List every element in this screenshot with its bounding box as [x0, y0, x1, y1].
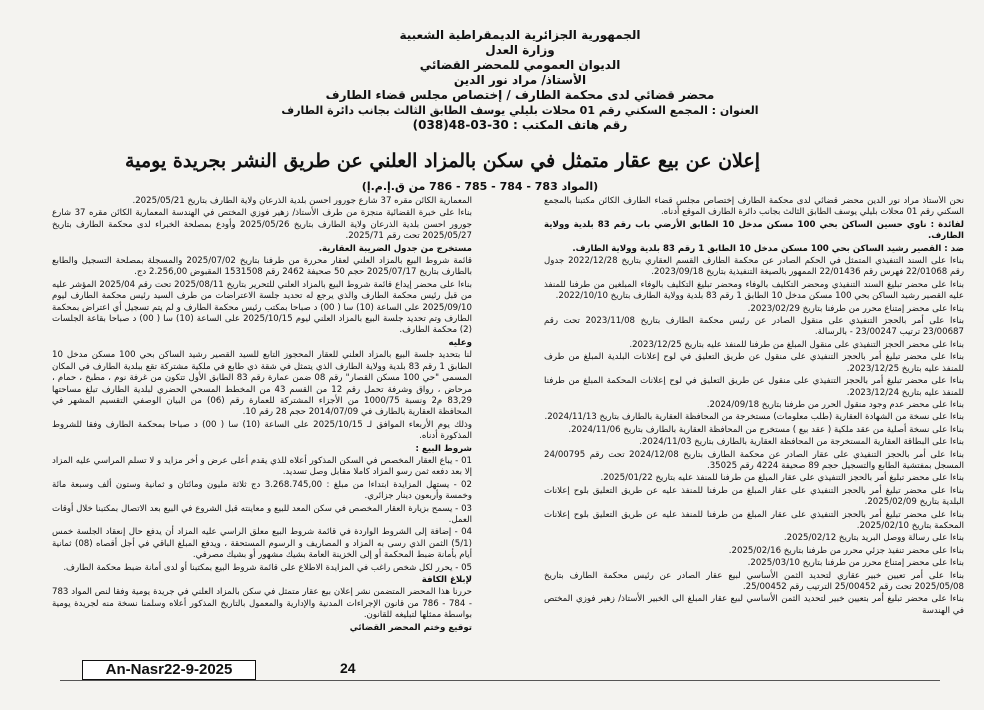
paragraph: حررنا هذا المحضر المتضمن نشر إعلان بيع عقار متمثل في سكن بالمزاد العلني في جريدة يومية وفقا لنص المواد 783 - 784 - 786 من قانون الإجراءات المدنية والإدارية والمعمول بالتاريخ المذكور أعلاه وسلمنا نسخة منه لجريدة يومية بواسطة ممثلها لتبليغه للقانون. — [52, 587, 472, 621]
right-column — [544, 196, 964, 676]
paragraph: بناءا على محضر الحجز التنفيذي على منقول المبلغ من طرفنا للمنفذ عليه بتاريخ 2023/12/25. — [629, 339, 964, 350]
notice-title: إعلان عن بيع عقار متمثل في سكن بالمزاد العلني عن طريق النشر بجريدة يومية — [125, 150, 760, 172]
paragraph: 03 - يسمح بزيارة العقار المخصص في سكن المعد للبيع و معاينته قبل الشروع في البيع بعد الاتصال بمكتبنا خلال أوقات العمل. — [52, 503, 472, 525]
paragraph: بناءا على نسخة أصلية من عقد ملكية ( عقد بيع ) مستخرج من المحافظة العقارية بالطارف بتاريخ 2024/11/06. — [568, 424, 964, 435]
paragraph: بناءا على محضر تبليغ أمر بالحجز التنفيذي على منقول عن طريق التعليق في لوح إعلانات البلدية المبلغ من طرف للمنفذ عليه بتاريخ 2023/12/25. — [544, 352, 964, 374]
paragraph: بناءا على محضر إمتناع محرر من طرفنا بتاريخ 2023/02/29. — [747, 303, 964, 314]
paragraph: شروط البيع : — [415, 443, 472, 454]
notice-subtitle: (المواد 783 - 784 - 785 - 786 من ق.إ.م.إ) — [361, 180, 599, 193]
header-line: الجمهورية الجزائرية الديمقراطية الشعبية — [399, 28, 641, 42]
paragraph: بناءا على محضر تبليغ أمر بالحجز التنفيذي على عقار المبلغ من طرفنا للمنفذ عليه بتاريخ 2025/01/22. — [600, 473, 964, 484]
paragraph: 04 - إضافة إلى الشروط الواردة في قائمة شروط البيع معلق الراسي عليه المزاد أن يدفع حال إنعقاد الجلسة خمس (5/1) الثمن الذي رسى به المزاد و المصاريف و الرسوم المستحقة ، ويدفع المبلغ الباقي في أجل أقصاه (08) ثمانية أيام بأمانة ضبط المحكمة أو إلى الخزينة العامة بشيك مشهور أو بشيك مصرفي. — [52, 527, 472, 561]
footer-rule — [60, 680, 940, 681]
page-number: 24 — [340, 660, 356, 676]
header-line: رقم هاتف المكتب : 30-03-48(038) — [412, 118, 628, 132]
paragraph: بناءا على محضر تبليغ أمر بالحجز التنفيذي على منقول عن طريق التعليق في لوح إعلانات المحكمة المبلغ من طرفنا للمنفذ عليه بتاريخ 2023/12/24. — [544, 376, 964, 398]
paragraph: نحن الأستاذ مراد نور الدين محضر قضائي لدى محكمة الطارف إختصاص مجلس قضاء الطارف الكائن مكتبنا بالمجمع السكني رقم 01 محلات بليلي يوسف الطابق الثالث بجانب دائرة الطارف الموقع أدناه. — [544, 196, 964, 218]
left-column — [52, 196, 472, 676]
paragraph: وعليه — [448, 337, 472, 348]
paragraph: لإبلاغ الكافة — [421, 575, 472, 585]
paragraph: بناءا على محضر تبليغ أمر بالحجز التنفيذي على عقار المبلغ من طرفنا للمنفذ عليه عن طريق التعليق بلوح إعلانات البلدية بتاريخ 2025/02/09. — [544, 485, 964, 508]
header-line: العنوان : المجمع السكني رقم 01 محلات بليلي يوسف الطابق الثالث بجانب دائرة الطارف — [281, 104, 759, 117]
paragraph: بناءا على محضر تبليغ أمر بتعيين خبير لتحديد الثمن الأساسي لبيع عقار المبلغ الى الخبير الأستاذ/ زهير فوزي المختص في الهندسة — [544, 594, 964, 616]
paragraph: بناءا على محضر عدم وجود منقول الحرر من طرفنا بتاريخ 2024/09/18. — [706, 399, 964, 410]
paragraph: مستخرج من جدول الضريبة العقارية. — [318, 243, 472, 254]
header-line: الأستاذ/ مراد نور الدين — [453, 73, 587, 87]
signature-line: توقيع وختم المحضر القضائي — [349, 622, 472, 633]
paragraph: بناءا على محضر تبليغ أمر بالحجز التنفيذي على عقار المبلغ من طرفنا للمنفذ عليه عن طريق التعليق بلوح إعلانات المحكمة بتاريخ 2025/02/10. — [544, 509, 964, 531]
paragraph: بناءا على البطاقة العقارية المستخرجة من المحافظة العقارية بالطارف بتاريخ 2024/11/03. — [639, 437, 964, 448]
paragraph: بناءا على رسالة ووصل البريد بتاريخ 2025/02/12. — [783, 533, 964, 544]
paragraph: 05 - يحرر لكل شخص راغب في المزايدة الاطلاع على قائمة شروط البيع بمكتبنا أو لدى أمانة ضبط محكمة الطارف. — [63, 562, 472, 573]
paragraph: بناءا على محضر تبليغ السند التنفيذي ومحضر التكليف بالوفاء ومحضر تبليغ التكليف بالوفاء المبلغين من طرفنا للمنفذ عليه القصير رشيد الساكن بحي 100 مسكن مدخل 10 الطابق 1 رقم 83 بلدية وولاية الطارف بتاريخ 2022/10/10. — [544, 279, 964, 302]
newspaper-date-label: An-Nasr22-9-2025 — [82, 660, 256, 680]
paragraph: بناءا على محضر تنفيذ جزئي محرر من طرفنا بتاريخ 2025/02/16. — [728, 545, 964, 556]
paragraph: بناءا على خبرة القضائية منجزة من طرف الأستاذ/ زهير فوزي المختص في الهندسة المعمارية الكائن مقره 37 شارع جورور احسن بلدية الذرعان ولاية الطارف بتاريخ 2025/05/26 وأودع بمصلحة الخبراء لدى محكمة الطارف بتاريخ 2025/05/27 تحت رقم 2025/71. — [52, 208, 472, 242]
paragraph: بناءا على السند التنفيذي المتمثل في الحكم الصادر عن محكمة الطارف القسم العقاري بتاريخ 2022/12/28 جدول رقم 22/01068 فهرس رقم 22/01436 الممهور بالصيغة التنفيذية بتاريخ 2023/09/18. — [544, 256, 964, 278]
paragraph: وذلك يوم الأربعاء الموافق لـ 2025/10/15 على الساعة (10) سا ( 00) د صباحا بمحكمة الطارف وفقا للشروط المذكورة أدناه. — [52, 419, 472, 442]
paragraph: بناءا على أمر بالحجز التنفيذي على منقول الصادر عن رئيس محكمة الطارف بتاريخ 2023/11/08 تحت رقم 23/00687 ترتيب 23/00247 - بالرسالة. — [544, 316, 964, 338]
header-block — [260, 28, 780, 133]
paragraph: بناءا على محضر إيداع قائمة شروط البيع بالمزاد العلني للتحرير بتاريخ 2025/08/11 تحت رقم 2025/04 المؤشر عليه من قبل رئيس محكمة الطارف والذي يرجع له تحديد جلسة الاعتراضات من طرف السيد رئيس محكمة الطارف ليوم 2025/09/10 على الساعة (10) سا ( 00) د صباحا بمكتب رئيس محكمة الطارف و لم يتم تسجيل أي اعتراض بمحكمة الطارف وتم تحديد جلسة البيع بالمزاد العلني ليوم 2025/10/15 على الساعة (10) سا ( 00) د صباحا بقاعة الجلسات (2) محكمة الطارف. — [52, 279, 472, 336]
header-line: الديوان العمومي للمحضر القضائي — [419, 58, 621, 72]
paragraph: بناءا على محضر إمتناع محرر من طرفنا بتاريخ 2025/03/10. — [747, 558, 964, 569]
paragraph: بناءا على أمر بالحجز التنفيذي على عقار الصادر عن محكمة الطارف بتاريخ 2024/12/08 تحت رقم 24/00795 المسجل بمفتشية الطابع والتسجيل حجم 89 صحيفة 4224 رقم 35025. — [544, 449, 964, 471]
paragraph: لفائدة : ناوي حسين الساكن بحي 100 مسكن مدخل 10 الطابق الأرضي باب رقم 83 بلدية وولاية الطارف. — [544, 219, 964, 242]
paragraph: قائمة شروط البيع بالمزاد العلني لعقار محررة من طرفنا بتاريخ 2025/07/02 والمسجلة بمصلحة التسجيل والطابع بالطارف بتاريخ 2025/07/17 حجم 50 صحيفة 2462 رقم 1531508 المقبوض 2.256,00 دج. — [52, 256, 472, 278]
paragraph: 01 - يباع العقار المخصص في السكن المذكور أعلاه للذي يقدم أعلى عرض و أخر مزايد و لا تسلم المراسي عليه المزاد إلا بعد دفعه ثمن رسو المزاد كاملا مقابل وصل تسديد. — [52, 455, 472, 478]
paragraph: المعمارية الكائن مقره 37 شارع جورور احسن بلدية الذرعان ولاية الطارف بتاريخ 2025/05/21. — [132, 196, 472, 206]
header-line: محضر قضائي لدى محكمة الطارف / إختصاص مجلس قضاء الطارف — [325, 88, 715, 102]
paragraph: 02 - يستهل المزايدة ابتداءا من مبلغ : 3.268.745,00 دج ثلاثة مليون ومائتان و ثمانية وستون ألف وسبعة مائة وخمسة وأربعون دينار جزائري. — [52, 479, 472, 502]
paragraph: ضد : القصير رشيد الساكن بحي 100 مسكن مدخل 10 الطابق 1 رقم 83 بلدية وولاية الطارف. — [572, 243, 964, 254]
paragraph: لنا بتحديد جلسة البيع بالمزاد العلني للعقار المحجوز التابع للسيد القصير رشيد الساكن بحي 100 مسكن مدخل 10 الطابق 1 رقم 83 بلدية وولاية الطارف الذي يتمثل في شقة ذي طابع في ملكية مشتركة تقع ببلدية الطارف في المكان المسمى "حي 100 مسكن القصار" رقم 08 ضمن عمارة رقم 83 الطابق الأول تتكون من غرفة نوم ، مطبخ ، حمام ، مرحاض ، رواق وشرفة تحمل رقم 12 من القسم 43 من المخطط المسحي الحضري لبلدية الطارف تبلغ مساحتها 83,29 م2 ونسبة 1000/75 من الأجزاء المشتركة للعمارة رقم (06) من البيان الوصفي التقسيم المشهر في المحافظة العقارية بالطارف في 2014/07/09 حجم 28 رقم 10. — [52, 350, 472, 418]
header-line: وزارة العدل — [485, 43, 555, 57]
paragraph: بناءا على نسخة من الشهادة العقارية (طلب معلومات) مستخرجة من المحافظة العقارية بالطارف بتاريخ 2024/11/13. — [544, 412, 964, 423]
paragraph: بناءا على أمر تعيين خبير عقاري لتحديد الثمن الأساسي لبيع عقار الصادر عن رئيس محكمة الطارف بتاريخ 2025/05/08 تحت رقم 25/00452 الترتيب رقم 25/00452. — [544, 570, 964, 592]
